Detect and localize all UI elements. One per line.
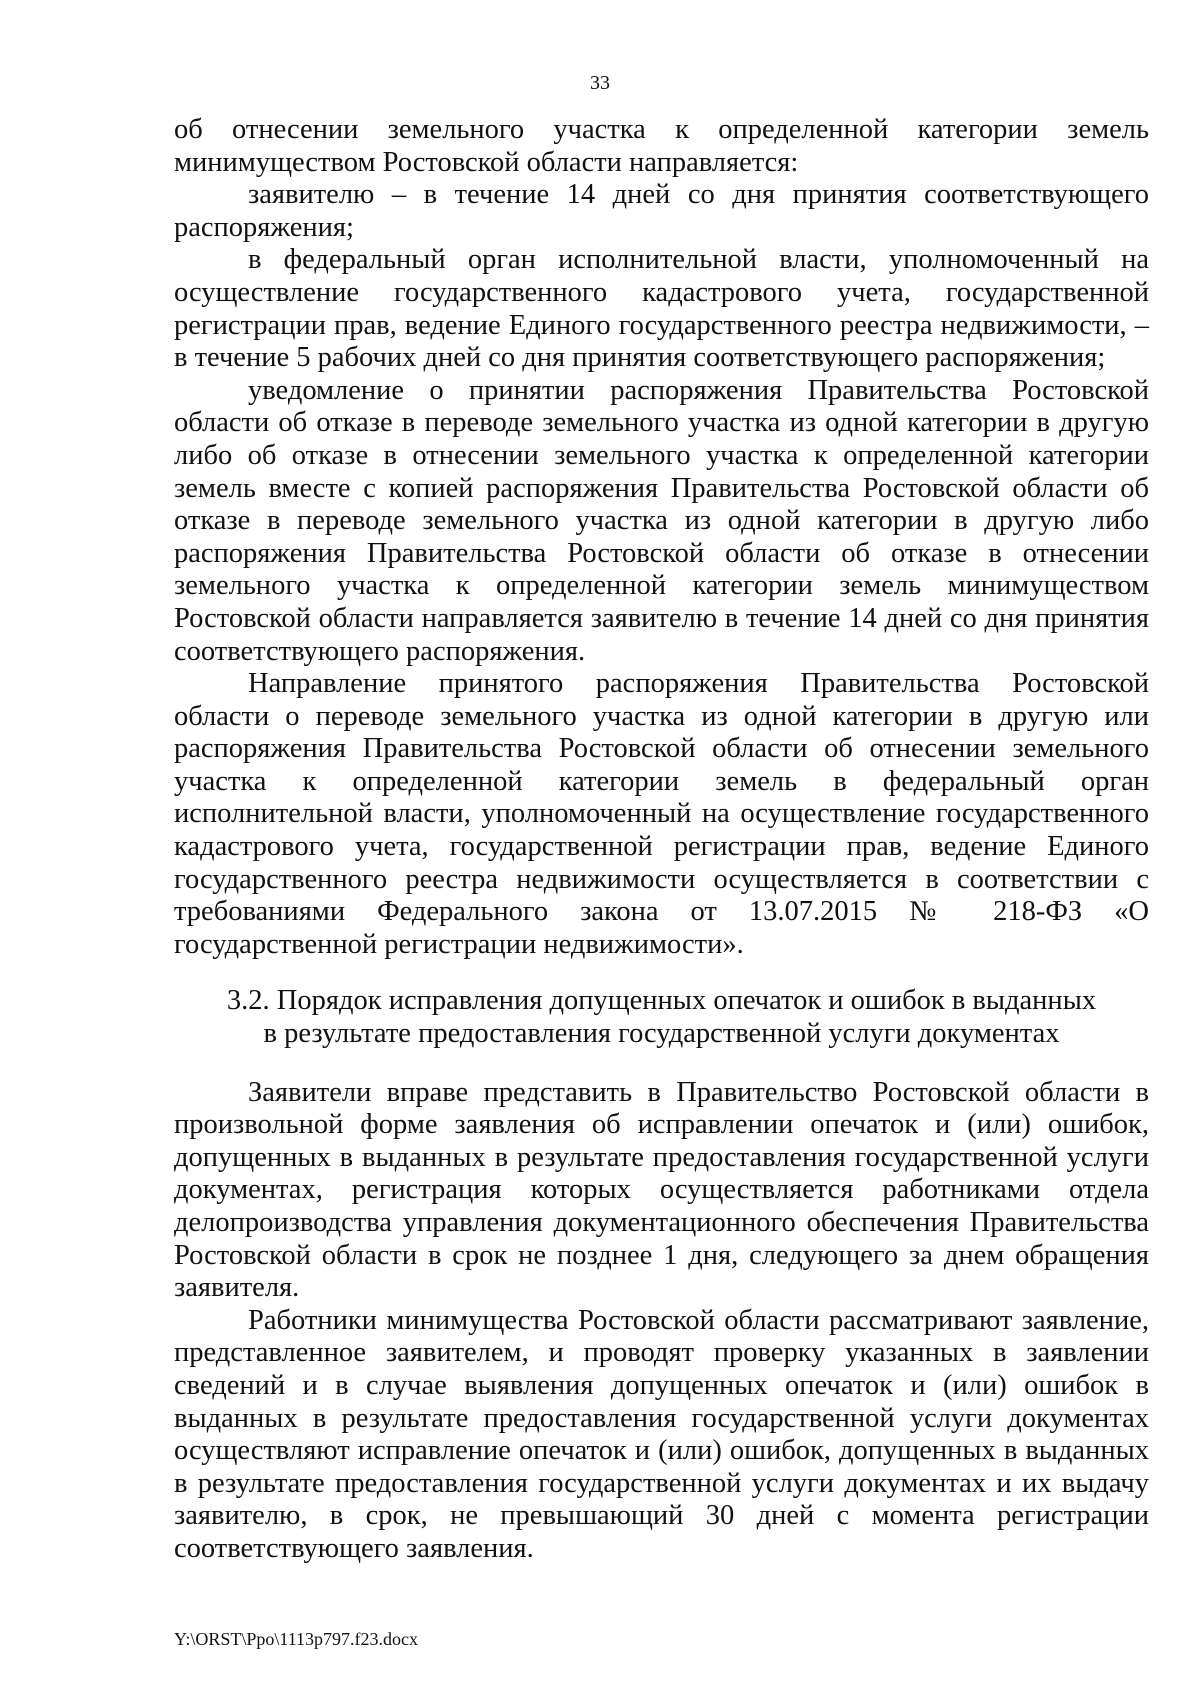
paragraph-federal-authority: в федеральный орган исполнительной власти, уполномоченный на осуществление государственного кадастрового учета, государственной регистрации прав, ведение Единого государственного реестра недвижимости, – в течение 5 рабочих дней со дня принятия соответствующего распоряжения; [174, 244, 1149, 374]
paragraph-correction-request: Заявители вправе представить в Правительство Ростовской области в произвольной форме заявления об исправлении опечаток и (или) ошибок, допущенных в выданных в результате предоставления государственной услуги документах, регистрация которых осуществляется работниками отдела делопроизводства управления документационного обеспечения Правительства Ростовской области в срок не позднее 1 дня, следующего за днем обращения заявителя. [174, 1076, 1149, 1304]
footer-file-path: Y:\ORST\Ppo\1113p797.f23.docx [174, 1629, 419, 1649]
paragraph-correction-review: Работники минимущества Ростовской области рассматривают заявление, представленное заявителем, и проводят проверку указанных в заявлении сведений и в случае выявления допущенных опечаток и (или) ошибок в выданных в результате предоставления государственной услуги документах осуществляют исправление опечаток и (или) ошибок, допущенных в выданных в результате предоставления государственной услуги документах и их выдачу заявителю, в срок, не превышающий 30 дней с момента регистрации соответствующего заявления. [174, 1304, 1149, 1564]
paragraph-continuation: об отнесении земельного участка к определенной категории земель минимуществом Ростовской области направляется: [174, 114, 1149, 178]
section-heading [174, 985, 1149, 1050]
section-heading-line-1: 3.2. Порядок исправления допущенных опечаток и ошибок в выданных [226, 985, 1097, 1017]
document-body [174, 114, 1149, 1566]
paragraph-applicant-term: заявителю – в течение 14 дней со дня принятия соответствующего распоряжения; [174, 179, 1149, 243]
paragraph-refusal-notice: уведомление о принятии распоряжения Правительства Ростовской области об отказе в переводе земельного участка из одной категории в другую либо об отказе в отнесении земельного участка к определенной категории земель вместе с копией распоряжения Правительства Ростовской области об отказе в переводе земельного участка из одной категории в другую либо распоряжения Правительства Ростовской области об отказе в отнесении земельного участка к определенной категории земель минимуществом Ростовской области направляется заявителю в течение 14 дней со дня принятия соответствующего распоряжения. [174, 374, 1149, 667]
section-heading-line-2: в результате предоставления государственной услуги документах [263, 1018, 1060, 1050]
page-number: 33 [590, 72, 610, 94]
paragraph-order-direction: Направление принятого распоряжения Правительства Ростовской области о переводе земельного участка из одной категории в другую или распоряжения Правительства Ростовской области об отнесении земельного участка к определенной категории земель в федеральный орган исполнительной власти, уполномоченный на осуществление государственного кадастрового учета, государственной регистрации прав, ведение Единого государственного реестра недвижимости осуществляется в соответствии с требованиями Федерального закона от 13.07.2015 № 218-ФЗ «О государственной регистрации недвижимости». [174, 668, 1149, 960]
